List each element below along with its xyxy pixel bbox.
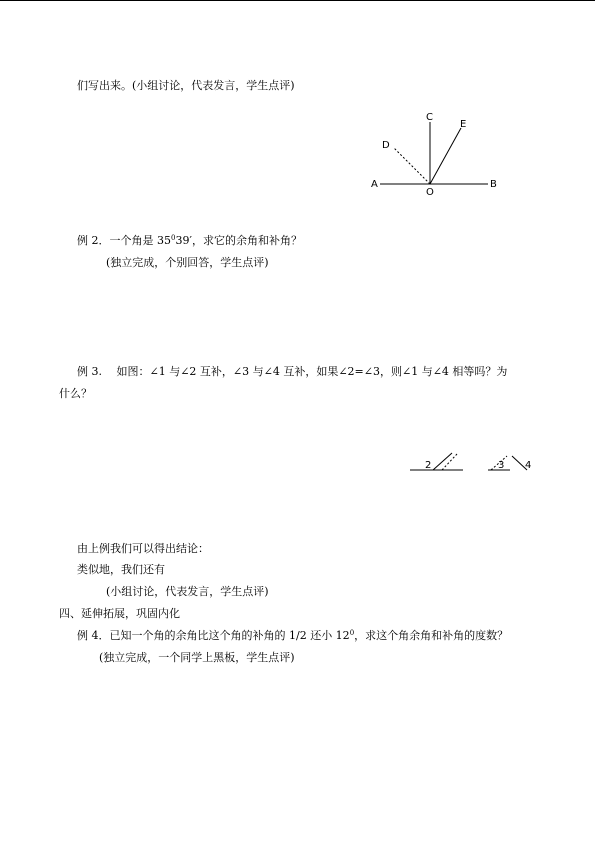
label-b: B xyxy=(490,179,497,190)
example-4 xyxy=(77,629,508,643)
left-ray-solid xyxy=(433,453,452,470)
degree-mark: 0 xyxy=(171,234,176,242)
intro-line: 们写出来。(小组讨论，代表发言，学生点评) xyxy=(77,79,295,92)
ray-od-dashed xyxy=(394,148,430,184)
example-4-prefix: 例 4．已知一个角的余角比这个角的补角的 1/2 还小 12 xyxy=(77,629,350,642)
angle-figure-2 xyxy=(405,450,530,478)
label-a: A xyxy=(371,179,378,190)
example-3-line-1: 例 3. 如图：∠1 与∠2 互补，∠3 与∠4 互补，如果∠2=∠3，则∠1 与∠4 相等吗？为 xyxy=(77,365,508,378)
label-3: 3 xyxy=(498,460,505,471)
top-rule xyxy=(0,0,595,1)
left-ray-dashed xyxy=(442,454,457,470)
label-c: C xyxy=(426,112,433,123)
label-2: 2 xyxy=(425,460,432,471)
example-3-line-2: 什么？ xyxy=(59,387,92,400)
ray-oe xyxy=(430,128,461,184)
example-4-suffix: ，求这个角余角和补角的度数？ xyxy=(354,629,509,642)
example-4-note: (独立完成，一个同学上黑板，学生点评) xyxy=(99,651,295,664)
section-4-heading: 四、延伸拓展，巩固内化 xyxy=(59,607,180,620)
example-2-suffix: 39′，求它的余角和补角？ xyxy=(175,234,302,247)
example-2-prefix: 例 2．一个角是 35 xyxy=(77,234,171,247)
label-4: 4 xyxy=(525,460,532,471)
discussion-note: (小组讨论，代表发言，学生点评) xyxy=(106,585,269,598)
conclusion-line: 由上例我们可以得出结论： xyxy=(77,542,209,555)
example-2-note: (独立完成，个别回答，学生点评) xyxy=(106,256,269,269)
label-e: E xyxy=(460,119,467,130)
degree-mark: 0 xyxy=(349,629,355,637)
angle-figure-1 xyxy=(368,110,498,196)
example-2 xyxy=(77,234,302,248)
label-d: D xyxy=(382,140,390,151)
similarly-line: 类似地，我们还有 xyxy=(77,563,165,576)
label-o: O xyxy=(426,187,434,198)
